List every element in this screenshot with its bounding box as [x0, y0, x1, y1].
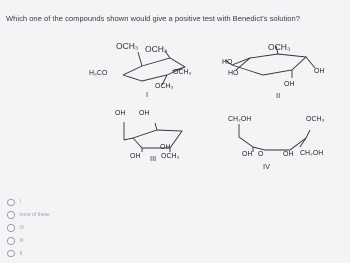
option-ii[interactable]	[7, 247, 50, 260]
structure-ii-numeral: II	[276, 91, 281, 100]
structure-iv-top-left-label: CH₂OH	[228, 116, 252, 123]
structure-iv-bottom-label: OH	[242, 151, 253, 158]
question-text: Which one of the compounds shown would give a positive test with Benedict's solution?	[6, 14, 300, 23]
option-iii[interactable]	[7, 234, 50, 247]
structure-iv-top-right-label: OCH₃	[306, 116, 325, 123]
structure-ii-left-bottom-label: HO	[228, 70, 239, 77]
answer-options	[7, 196, 50, 260]
radio-button[interactable]	[7, 237, 15, 245]
option-i[interactable]	[7, 196, 50, 209]
structure-iii-top-left-label: OH	[115, 110, 126, 117]
radio-button[interactable]	[7, 211, 15, 219]
option-none-of-these[interactable]	[7, 209, 50, 222]
structure-iii-ring-oh-label: OH	[160, 144, 171, 151]
structure-i-right-label: OCH₃	[173, 69, 192, 76]
structure-iv-ring-o-label: O	[258, 151, 264, 158]
option-label: none of these	[19, 212, 50, 219]
structure-iv	[239, 124, 310, 152]
radio-button[interactable]	[7, 199, 15, 207]
structure-i-top-left-label: OCH₃	[116, 41, 139, 51]
structure-ii-top-label: OCH₃	[268, 42, 291, 52]
option-label: II	[19, 250, 23, 257]
structure-iii-bottom-left-label: OH	[130, 153, 141, 160]
option-iv[interactable]	[7, 222, 50, 235]
structure-iv-right-label: CH₂OH	[300, 150, 324, 157]
option-label: I	[19, 199, 21, 206]
structure-ii-right-label: OH	[314, 68, 325, 75]
structure-i-bottom-label: OCH₃	[155, 83, 174, 90]
structure-iv-numeral: IV	[263, 162, 271, 171]
structure-i	[123, 51, 185, 85]
structure-i-left-label: H₃CO	[89, 70, 108, 77]
option-label: III	[19, 237, 24, 244]
structure-iv-ring-oh-label: OH	[283, 151, 294, 158]
structure-iii-bottom-right-label: OCH₃	[161, 153, 180, 160]
radio-button[interactable]	[7, 250, 15, 258]
structure-ii-bottom-label: OH	[284, 81, 295, 88]
radio-button[interactable]	[7, 224, 15, 232]
structure-ii-left-top-label: HO	[222, 59, 233, 66]
option-label: IV	[19, 224, 25, 231]
structure-iii	[124, 122, 182, 152]
structure-i-top-right-label: OCH₃	[145, 44, 168, 54]
structure-iii-numeral: III	[150, 154, 157, 163]
structure-i-numeral: I	[146, 90, 149, 99]
structure-iii-top-right-label: OH	[139, 110, 150, 117]
